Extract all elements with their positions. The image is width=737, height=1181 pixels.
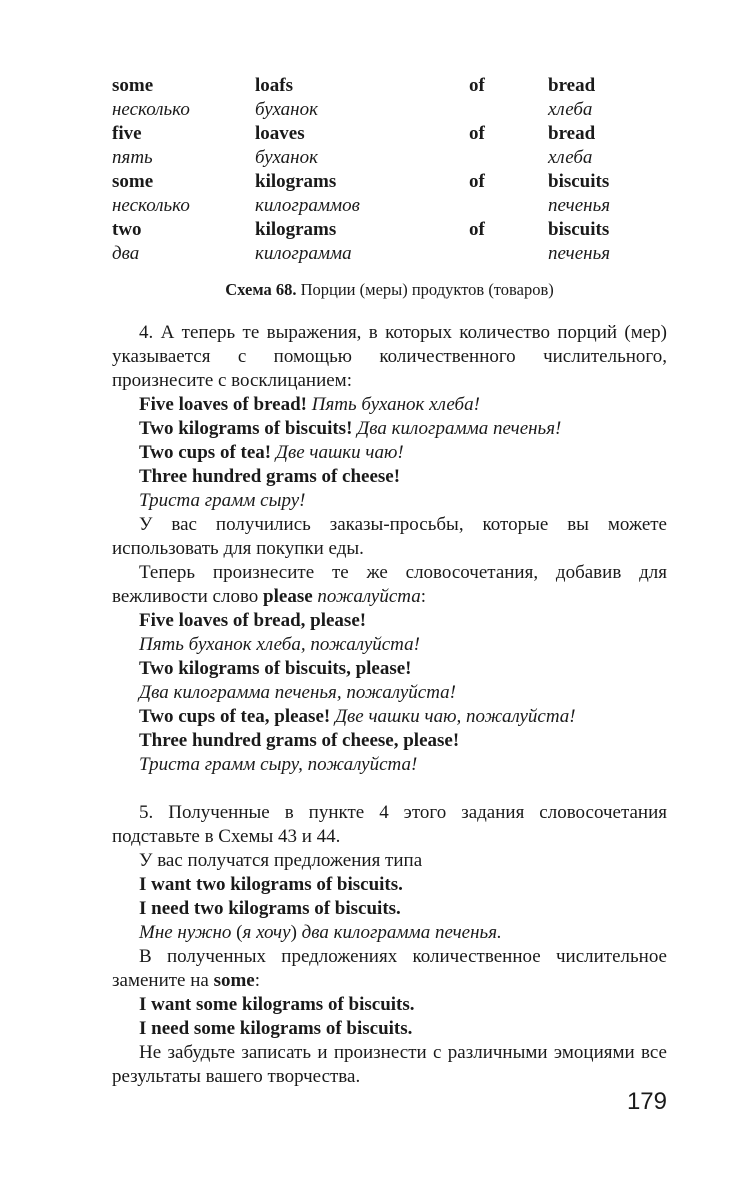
keyword: some bbox=[213, 970, 255, 991]
example-ru: Пять буханок хлеба! bbox=[307, 394, 480, 415]
scheme-cell: буханок bbox=[255, 99, 318, 120]
scheme-cell: of bbox=[469, 123, 485, 144]
example-ru: Мне нужно bbox=[139, 922, 232, 943]
scheme-cell: loafs bbox=[255, 75, 293, 96]
scheme-cell: kilograms bbox=[255, 219, 337, 240]
example-ru: Две чашки чаю! bbox=[271, 442, 404, 463]
example-ru: Триста грамм сыру! bbox=[139, 490, 306, 511]
example-ru: два килограмма печенья. bbox=[301, 922, 502, 943]
example-en: I need two kilograms of biscuits. bbox=[139, 898, 401, 919]
scheme-cell: some bbox=[112, 75, 154, 96]
example-en: Three hundred grams of cheese! bbox=[139, 466, 401, 487]
scheme-cell: несколько bbox=[112, 195, 190, 216]
scheme-row-english bbox=[112, 74, 667, 98]
scheme-cell: of bbox=[469, 219, 485, 240]
example-line bbox=[112, 921, 667, 945]
scheme-cell: of bbox=[469, 75, 485, 96]
page-number: 179 bbox=[626, 1088, 667, 1115]
paragraph bbox=[112, 945, 667, 993]
scheme-cell: печенья bbox=[548, 195, 611, 216]
punctuation: : bbox=[420, 586, 426, 607]
example-en: Three hundred grams of cheese, please! bbox=[139, 730, 460, 751]
scheme-cell: килограммов bbox=[255, 195, 360, 216]
scheme-cell: несколько bbox=[112, 99, 190, 120]
scheme-cell: of bbox=[469, 171, 485, 192]
scheme-cell: хлеба bbox=[548, 147, 593, 168]
scheme-cell: буханок bbox=[255, 147, 318, 168]
paragraph: У вас получились заказы-просьбы, которые вы можете использовать для покупки еды. bbox=[112, 514, 667, 559]
example-en: Two kilograms of biscuits, please! bbox=[139, 658, 412, 679]
punctuation: : bbox=[254, 970, 261, 991]
paragraph-text: Теперь произнесите те же словосочетания, добавив для вежливости слово bbox=[112, 562, 667, 607]
scheme-cell: bread bbox=[548, 123, 596, 144]
example-ru: я хочу bbox=[242, 922, 291, 943]
scheme-cell: biscuits bbox=[548, 171, 610, 192]
scheme-cell: kilograms bbox=[255, 171, 337, 192]
section-gap bbox=[112, 777, 667, 801]
paragraph-text: В полученных предложениях количественное числительное замените на bbox=[112, 946, 667, 991]
scheme-caption bbox=[112, 279, 667, 301]
scheme-row-english bbox=[112, 122, 667, 146]
scheme-cell: печенья bbox=[548, 243, 611, 264]
scheme-cell: пять bbox=[112, 147, 153, 168]
example-en: I want two kilograms of biscuits. bbox=[139, 874, 403, 895]
scheme-cell: хлеба bbox=[548, 99, 593, 120]
scheme-cell: five bbox=[112, 123, 142, 144]
example-ru: Две чашки чаю, пожалуйста! bbox=[330, 706, 576, 727]
example-line bbox=[112, 441, 667, 465]
example-en: I need some kilograms of biscuits. bbox=[139, 1018, 413, 1039]
paragraph bbox=[112, 561, 667, 609]
scheme-row-russian bbox=[112, 98, 667, 122]
scheme-cell: два bbox=[112, 243, 140, 264]
scheme-68-table bbox=[112, 74, 667, 270]
example-ru: Два килограмма печенья! bbox=[352, 418, 562, 439]
section-4-intro: 4. А теперь те выражения, в которых количество порций (мер) указывается с помощью количественного числительного, произнесите с восклицанием: bbox=[112, 322, 667, 391]
example-ru: Два килограмма печенья, пожалуйста! bbox=[139, 682, 456, 703]
example-en: Five loaves of bread, please! bbox=[139, 610, 367, 631]
keyword: please bbox=[263, 586, 313, 607]
caption-text: Порции (меры) продуктов (товаров) bbox=[296, 280, 554, 299]
example-line bbox=[112, 393, 667, 417]
example-line bbox=[112, 705, 667, 729]
punctuation: ) bbox=[290, 922, 302, 943]
scheme-cell: bread bbox=[548, 75, 596, 96]
scheme-row-russian bbox=[112, 194, 667, 218]
scheme-row-english bbox=[112, 170, 667, 194]
body-text bbox=[112, 321, 667, 1089]
section-5-intro: 5. Полученные в пункте 4 этого задания словосочетания подставьте в Схемы 43 и 44. bbox=[112, 802, 667, 847]
example-en: Two cups of tea, please! bbox=[139, 706, 331, 727]
example-ru: Триста грамм сыру, пожалуйста! bbox=[139, 754, 418, 775]
scheme-cell: some bbox=[112, 171, 154, 192]
example-en: Two cups of tea! bbox=[139, 442, 272, 463]
paragraph: У вас получатся предложения типа bbox=[139, 850, 423, 871]
translation: пожалуйста bbox=[312, 586, 421, 607]
example-en: Five loaves of bread! bbox=[139, 394, 307, 415]
example-en: Two kilograms of biscuits! bbox=[139, 418, 353, 439]
scheme-cell: килограмма bbox=[255, 243, 352, 264]
example-en: I want some kilograms of biscuits. bbox=[139, 994, 415, 1015]
example-line bbox=[112, 417, 667, 441]
scheme-row-english bbox=[112, 218, 667, 242]
page-content bbox=[112, 74, 667, 1087]
scheme-cell: loaves bbox=[255, 123, 305, 144]
paragraph: Не забудьте записать и произнести с различными эмоциями все результаты вашего творчества. bbox=[112, 1042, 667, 1087]
scheme-row-russian bbox=[112, 146, 667, 170]
punctuation: ( bbox=[231, 922, 243, 943]
scheme-cell: biscuits bbox=[548, 219, 610, 240]
caption-label: Схема 68. bbox=[225, 280, 297, 299]
example-ru: Пять буханок хлеба, пожалуйста! bbox=[139, 634, 420, 655]
scheme-cell: two bbox=[112, 219, 142, 240]
scheme-row-russian bbox=[112, 242, 667, 266]
